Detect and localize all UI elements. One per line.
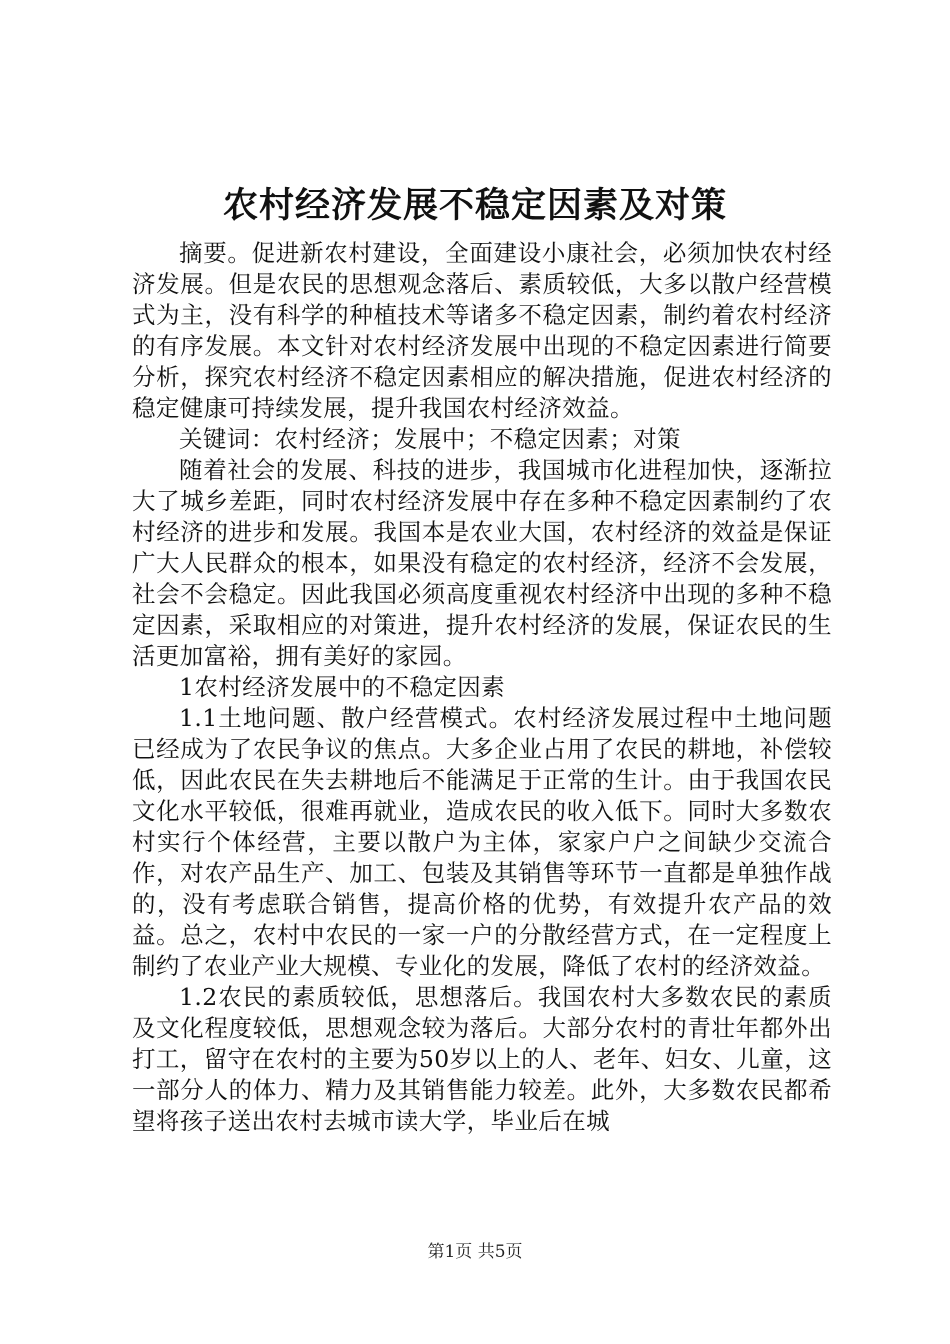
section-heading: 1农村经济发展中的不稳定因素 — [179, 673, 506, 701]
introduction-paragraph: 随着社会的发展、科技的进步，我国城市化进程加快，逐渐拉大了城乡差距，同时农村经济发展中存在多种不稳定因素制约了农村经济的进步和发展。我国本是农业大国，农村经济的效益是保证广大人民群众的根本，如果没有稳定的农村经济，经济不会发展，社会不会稳定。因此我国必须高度重视农村经济中出现的多种不稳定因素，采取相应的对策进，提升农村经济的发展，保证农民的生活更加富裕，拥有美好的家园。 — [132, 456, 832, 670]
document-title: 农村经济发展不稳定因素及对策 — [222, 185, 727, 226]
section-1-2-paragraph: 1.2农民的素质较低，思想落后。我国农村大多数农民的素质及文化程度较低，思想观念较为落后。大部分农村的青壮年都外出打工，留守在农村的主要为50岁以上的人、老年、妇女、儿童，这一部分人的体力、精力及其销售能力较差。此外，大多数农民都希望将孩子送出农村去城市读大学，毕业后在城 — [132, 983, 832, 1135]
keywords-paragraph: 关键词：农村经济；发展中；不稳定因素；对策 — [179, 425, 681, 453]
page-footer: 第1页 共5页 — [427, 1242, 523, 1262]
document-body — [132, 238, 832, 1137]
section-1-1-paragraph: 1.1土地问题、散户经营模式。农村经济发展过程中土地问题已经成为了农民争议的焦点。大多企业占用了农民的耕地，补偿较低，因此农民在失去耕地后不能满足于正常的生计。由于我国农民文化水平较低，很难再就业，造成农民的收入低下。同时大多数农村实行个体经营，主要以散户为主体，家家户户之间缺少交流合作，对农产品生产、加工、包装及其销售等环节一直都是单独作战的，没有考虑联合销售，提高价格的优势，有效提升农产品的效益。总之，农村中农民的一家一户的分散经营方式，在一定程度上制约了农业产业大规模、专业化的发展，降低了农村的经济效益。 — [132, 704, 832, 980]
abstract-paragraph: 摘要。促进新农村建设，全面建设小康社会，必须加快农村经济发展。但是农民的思想观念落后、素质较低，大多以散户经营模式为主，没有科学的种植技术等诸多不稳定因素，制约着农村经济的有序发展。本文针对农村经济发展中出现的不稳定因素进行简要分析，探究农村经济不稳定因素相应的解决措施，促进农村经济的稳定健康可持续发展，提升我国农村经济效益。 — [132, 239, 832, 422]
